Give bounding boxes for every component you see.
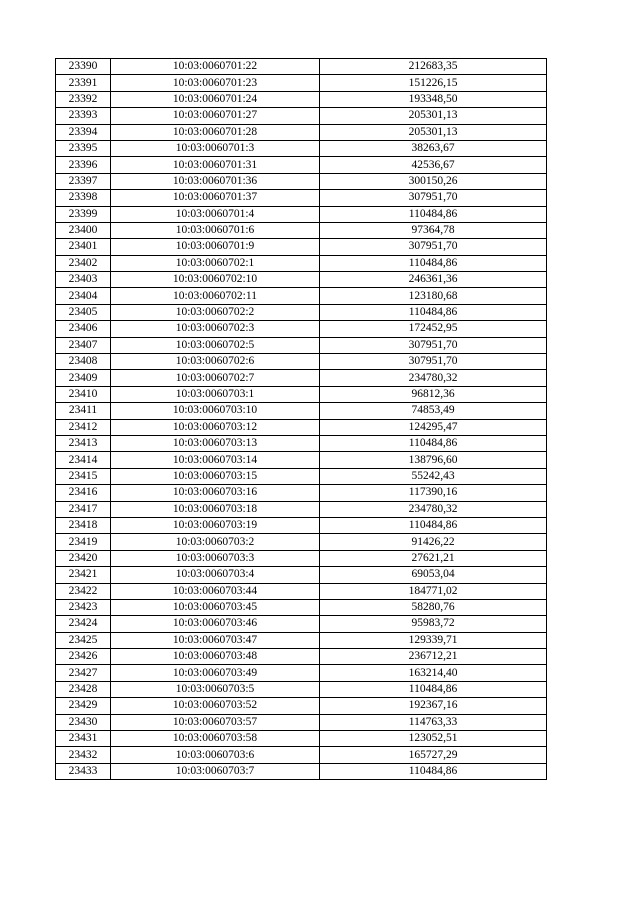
table-row (56, 403, 547, 419)
table-row (56, 649, 547, 665)
cadastral-number-cell: 10:03:0060702:11 (111, 288, 320, 304)
value-cell: 58280,76 (320, 599, 547, 615)
table-row (56, 517, 547, 533)
row-number-cell: 23427 (56, 665, 111, 681)
cadastre-table (55, 58, 547, 780)
value-cell: 234780,32 (320, 370, 547, 386)
table-row (56, 288, 547, 304)
value-cell: 236712,21 (320, 649, 547, 665)
table-row (56, 91, 547, 107)
cadastral-number-cell: 10:03:0060701:28 (111, 124, 320, 140)
cadastral-number-cell: 10:03:0060703:6 (111, 747, 320, 763)
table-row (56, 59, 547, 75)
cadastral-number-cell: 10:03:0060703:16 (111, 485, 320, 501)
value-cell: 117390,16 (320, 485, 547, 501)
row-number-cell: 23398 (56, 190, 111, 206)
row-number-cell: 23396 (56, 157, 111, 173)
row-number-cell: 23414 (56, 452, 111, 468)
cadastral-number-cell: 10:03:0060703:48 (111, 649, 320, 665)
value-cell: 193348,50 (320, 91, 547, 107)
row-number-cell: 23395 (56, 140, 111, 156)
cadastral-number-cell: 10:03:0060701:31 (111, 157, 320, 173)
table-row (56, 222, 547, 238)
value-cell: 110484,86 (320, 435, 547, 451)
cadastral-number-cell: 10:03:0060703:14 (111, 452, 320, 468)
table-row (56, 255, 547, 271)
table-row (56, 370, 547, 386)
table-row (56, 272, 547, 288)
row-number-cell: 23410 (56, 386, 111, 402)
row-number-cell: 23399 (56, 206, 111, 222)
value-cell: 307951,70 (320, 239, 547, 255)
row-number-cell: 23422 (56, 583, 111, 599)
row-number-cell: 23417 (56, 501, 111, 517)
cadastral-number-cell: 10:03:0060703:58 (111, 731, 320, 747)
row-number-cell: 23411 (56, 403, 111, 419)
row-number-cell: 23431 (56, 731, 111, 747)
table-row (56, 583, 547, 599)
value-cell: 42536,67 (320, 157, 547, 173)
cadastral-number-cell: 10:03:0060701:6 (111, 222, 320, 238)
table-row (56, 665, 547, 681)
row-number-cell: 23404 (56, 288, 111, 304)
cadastral-number-cell: 10:03:0060703:44 (111, 583, 320, 599)
row-number-cell: 23419 (56, 534, 111, 550)
cadastral-number-cell: 10:03:0060703:19 (111, 517, 320, 533)
value-cell: 110484,86 (320, 517, 547, 533)
row-number-cell: 23428 (56, 681, 111, 697)
table-row (56, 140, 547, 156)
cadastral-number-cell: 10:03:0060701:37 (111, 190, 320, 206)
value-cell: 110484,86 (320, 763, 547, 779)
table-row (56, 108, 547, 124)
value-cell: 96812,36 (320, 386, 547, 402)
value-cell: 110484,86 (320, 206, 547, 222)
value-cell: 124295,47 (320, 419, 547, 435)
table-row (56, 485, 547, 501)
table-row (56, 386, 547, 402)
table-row (56, 239, 547, 255)
cadastral-number-cell: 10:03:0060703:2 (111, 534, 320, 550)
table-row (56, 75, 547, 91)
cadastral-number-cell: 10:03:0060703:12 (111, 419, 320, 435)
value-cell: 110484,86 (320, 304, 547, 320)
value-cell: 165727,29 (320, 747, 547, 763)
cadastral-number-cell: 10:03:0060702:1 (111, 255, 320, 271)
cadastral-number-cell: 10:03:0060701:22 (111, 59, 320, 75)
cadastral-number-cell: 10:03:0060703:7 (111, 763, 320, 779)
value-cell: 123180,68 (320, 288, 547, 304)
value-cell: 307951,70 (320, 354, 547, 370)
row-number-cell: 23397 (56, 173, 111, 189)
cadastral-number-cell: 10:03:0060702:5 (111, 337, 320, 353)
table-row (56, 321, 547, 337)
table-row (56, 616, 547, 632)
cadastral-number-cell: 10:03:0060703:47 (111, 632, 320, 648)
row-number-cell: 23391 (56, 75, 111, 91)
table-row (56, 452, 547, 468)
cadastral-number-cell: 10:03:0060703:46 (111, 616, 320, 632)
cadastral-number-cell: 10:03:0060701:27 (111, 108, 320, 124)
row-number-cell: 23432 (56, 747, 111, 763)
table-row (56, 157, 547, 173)
table-row (56, 763, 547, 779)
table-row (56, 173, 547, 189)
row-number-cell: 23405 (56, 304, 111, 320)
table-body (56, 59, 547, 780)
table-row (56, 419, 547, 435)
value-cell: 27621,21 (320, 550, 547, 566)
value-cell: 163214,40 (320, 665, 547, 681)
cadastral-number-cell: 10:03:0060703:5 (111, 681, 320, 697)
cadastral-number-cell: 10:03:0060703:1 (111, 386, 320, 402)
cadastral-number-cell: 10:03:0060702:2 (111, 304, 320, 320)
row-number-cell: 23403 (56, 272, 111, 288)
value-cell: 300150,26 (320, 173, 547, 189)
cadastral-number-cell: 10:03:0060701:4 (111, 206, 320, 222)
value-cell: 172452,95 (320, 321, 547, 337)
cadastral-number-cell: 10:03:0060702:3 (111, 321, 320, 337)
cadastral-number-cell: 10:03:0060703:49 (111, 665, 320, 681)
row-number-cell: 23423 (56, 599, 111, 615)
row-number-cell: 23433 (56, 763, 111, 779)
value-cell: 138796,60 (320, 452, 547, 468)
row-number-cell: 23418 (56, 517, 111, 533)
value-cell: 212683,35 (320, 59, 547, 75)
value-cell: 110484,86 (320, 681, 547, 697)
row-number-cell: 23421 (56, 567, 111, 583)
value-cell: 95983,72 (320, 616, 547, 632)
cadastral-number-cell: 10:03:0060702:7 (111, 370, 320, 386)
value-cell: 246361,36 (320, 272, 547, 288)
cadastral-number-cell: 10:03:0060702:6 (111, 354, 320, 370)
table-row (56, 632, 547, 648)
cadastral-number-cell: 10:03:0060701:9 (111, 239, 320, 255)
cadastral-number-cell: 10:03:0060701:24 (111, 91, 320, 107)
row-number-cell: 23409 (56, 370, 111, 386)
value-cell: 55242,43 (320, 468, 547, 484)
value-cell: 234780,32 (320, 501, 547, 517)
row-number-cell: 23393 (56, 108, 111, 124)
cadastral-number-cell: 10:03:0060701:3 (111, 140, 320, 156)
row-number-cell: 23413 (56, 435, 111, 451)
row-number-cell: 23420 (56, 550, 111, 566)
table-row (56, 501, 547, 517)
table-row (56, 599, 547, 615)
cadastral-number-cell: 10:03:0060703:52 (111, 698, 320, 714)
table-row (56, 681, 547, 697)
table-row (56, 206, 547, 222)
value-cell: 91426,22 (320, 534, 547, 550)
row-number-cell: 23400 (56, 222, 111, 238)
cadastral-number-cell: 10:03:0060702:10 (111, 272, 320, 288)
value-cell: 97364,78 (320, 222, 547, 238)
row-number-cell: 23416 (56, 485, 111, 501)
cadastral-number-cell: 10:03:0060703:3 (111, 550, 320, 566)
value-cell: 123052,51 (320, 731, 547, 747)
cadastral-number-cell: 10:03:0060703:18 (111, 501, 320, 517)
row-number-cell: 23415 (56, 468, 111, 484)
row-number-cell: 23406 (56, 321, 111, 337)
value-cell: 38263,67 (320, 140, 547, 156)
row-number-cell: 23401 (56, 239, 111, 255)
value-cell: 129339,71 (320, 632, 547, 648)
table-row (56, 550, 547, 566)
table-row (56, 354, 547, 370)
row-number-cell: 23412 (56, 419, 111, 435)
row-number-cell: 23424 (56, 616, 111, 632)
cadastral-number-cell: 10:03:0060703:57 (111, 714, 320, 730)
row-number-cell: 23402 (56, 255, 111, 271)
row-number-cell: 23407 (56, 337, 111, 353)
cadastral-number-cell: 10:03:0060701:23 (111, 75, 320, 91)
value-cell: 110484,86 (320, 255, 547, 271)
table-row (56, 304, 547, 320)
table-row (56, 468, 547, 484)
cadastral-number-cell: 10:03:0060701:36 (111, 173, 320, 189)
row-number-cell: 23430 (56, 714, 111, 730)
table-row (56, 190, 547, 206)
row-number-cell: 23426 (56, 649, 111, 665)
cadastral-number-cell: 10:03:0060703:13 (111, 435, 320, 451)
table-row (56, 124, 547, 140)
value-cell: 205301,13 (320, 108, 547, 124)
row-number-cell: 23408 (56, 354, 111, 370)
table-row (56, 567, 547, 583)
row-number-cell: 23429 (56, 698, 111, 714)
table-row (56, 435, 547, 451)
row-number-cell: 23390 (56, 59, 111, 75)
row-number-cell: 23394 (56, 124, 111, 140)
value-cell: 184771,02 (320, 583, 547, 599)
value-cell: 192367,16 (320, 698, 547, 714)
value-cell: 74853,49 (320, 403, 547, 419)
table-row (56, 337, 547, 353)
cadastral-number-cell: 10:03:0060703:45 (111, 599, 320, 615)
row-number-cell: 23425 (56, 632, 111, 648)
table-row (56, 714, 547, 730)
cadastral-number-cell: 10:03:0060703:10 (111, 403, 320, 419)
cadastral-number-cell: 10:03:0060703:4 (111, 567, 320, 583)
table-row (56, 731, 547, 747)
value-cell: 205301,13 (320, 124, 547, 140)
table-row (56, 698, 547, 714)
value-cell: 307951,70 (320, 337, 547, 353)
value-cell: 307951,70 (320, 190, 547, 206)
table-row (56, 534, 547, 550)
value-cell: 151226,15 (320, 75, 547, 91)
value-cell: 114763,33 (320, 714, 547, 730)
row-number-cell: 23392 (56, 91, 111, 107)
value-cell: 69053,04 (320, 567, 547, 583)
table-row (56, 747, 547, 763)
cadastral-number-cell: 10:03:0060703:15 (111, 468, 320, 484)
